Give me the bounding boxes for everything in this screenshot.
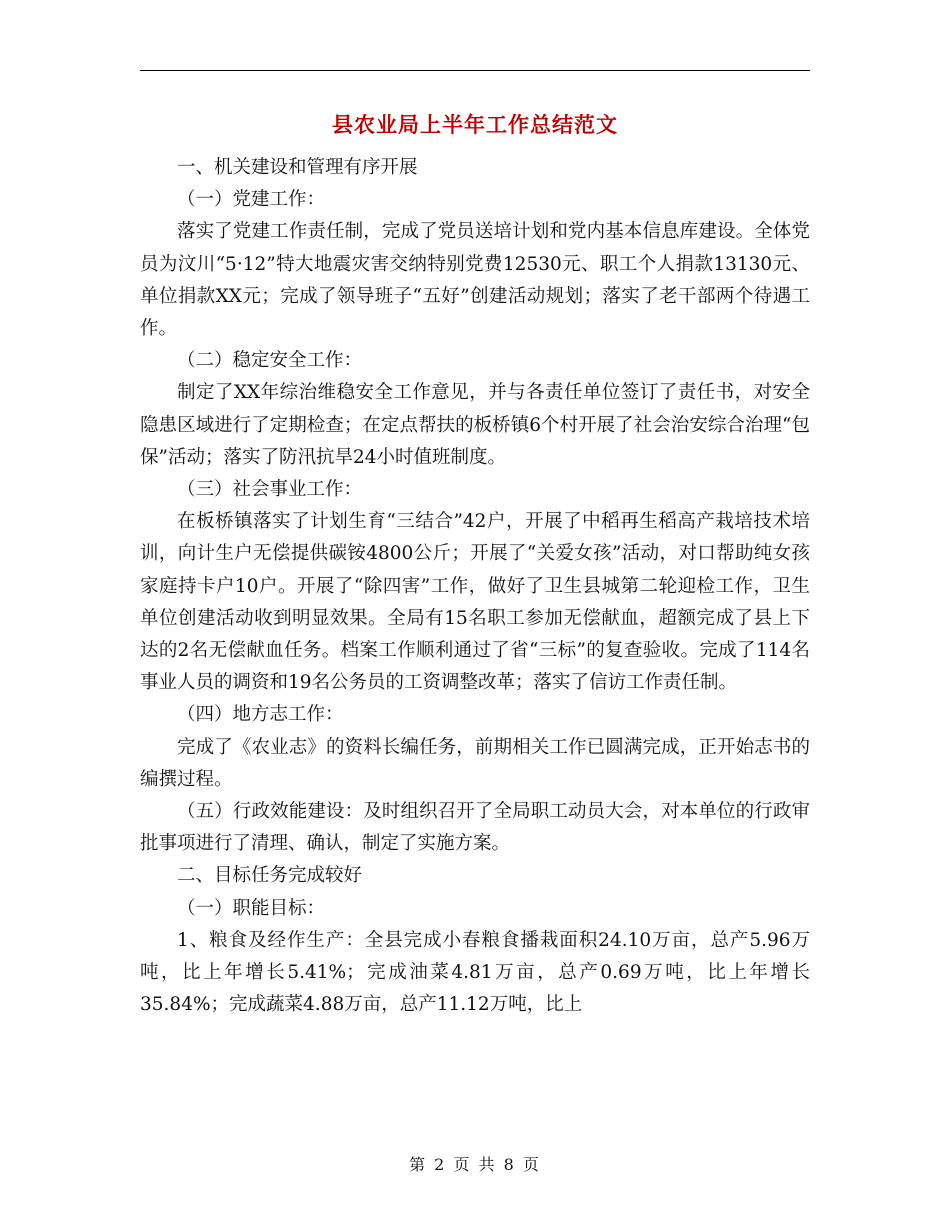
body-paragraph: 完成了《农业志》的资料长编任务，前期相关工作已圆满完成，正开始志书的编撰过程。 — [140, 736, 810, 790]
section-heading: 二、目标任务完成较好 — [177, 865, 363, 887]
subsection-heading: （四）地方志工作： — [177, 704, 344, 726]
body-paragraph: 落实了党建工作责任制，完成了党员送培计划和党内基本信息库建设。全体党员为汶川“5·12”特大地震灾害交纳特别党费12530元、职工个人捐款13130元、单位捐款XX元；完成了领导班子“五好”创建活动规划；落实了老干部两个待遇工作。 — [140, 221, 810, 340]
body-paragraph: 制定了XX年综治维稳安全工作意见，并与各责任单位签订了责任书，对安全隐患区域进行了定期检查；在定点帮扶的板桥镇6个村开展了社会治安综合治理“包保”活动；落实了防汛抗旱24小时值班制度。 — [140, 382, 810, 468]
page-number-footer: 第 2 页 共 8 页 — [409, 1155, 541, 1174]
subsection-heading: （一）职能目标： — [177, 897, 326, 919]
section-heading: 一、机关建设和管理有序开展 — [177, 157, 418, 178]
document-body — [140, 152, 810, 1021]
body-paragraph: 在板桥镇落实了计划生育“三结合”42户，开展了中稻再生稻高产栽培技术培训，向计生户无偿提供碳铵4800公斤；开展了“关爱女孩”活动，对口帮助纯女孩家庭持卡户10户。开展了“除四害”工作，做好了卫生县城第二轮迎检工作，卫生单位创建活动收到明显效果。全局有15名职工参加无偿献血，超额完成了县上下达的2名无偿献血任务。档案工作顺利通过了省“三标”的复查验收。完成了114名事业人员的调资和19名公务员的工资调整改革；落实了信访工作责任制。 — [140, 511, 810, 694]
subsection-heading: （二）稳定安全工作： — [177, 350, 363, 372]
subsection-heading: （三）社会事业工作： — [177, 479, 363, 501]
header-rule — [140, 70, 810, 71]
document-title: 县农业局上半年工作总结范文 — [332, 112, 618, 137]
body-paragraph: （五）行政效能建设：及时组织召开了全局职工动员大会，对本单位的行政审批事项进行了清理、确认，制定了实施方案。 — [140, 801, 810, 855]
subsection-heading: （一）党建工作： — [177, 189, 326, 211]
body-paragraph: 1、粮食及经作生产：全县完成小春粮食播栽面积24.10万亩，总产5.96万吨，比上年增长5.41%；完成油菜4.81万亩，总产0.69万吨，比上年增长35.84%；完成蔬菜4.88万亩，总产11.12万吨，比上 — [140, 929, 810, 1016]
